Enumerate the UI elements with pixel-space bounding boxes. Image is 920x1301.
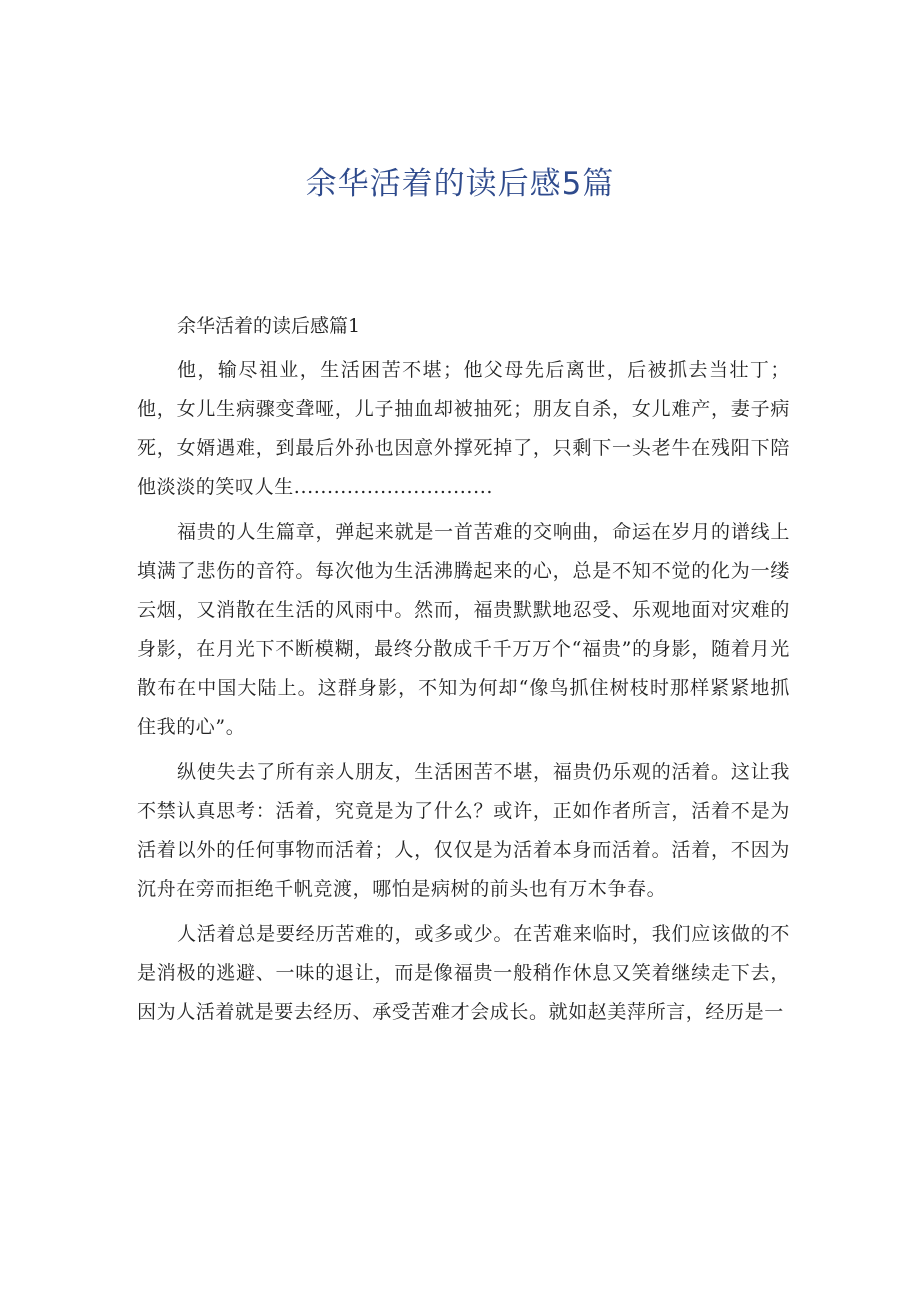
paragraph: 人活着总是要经历苦难的，或多或少。在苦难来临时，我们应该做的不是消极的逃避、一味的退让，而是像福贵一般稍作休息又笑着继续走下去，因为人活着就是要去经历、承受苦难才会成长。就如赵美萍所言，经历是一	[137, 923, 790, 1023]
document-title: 余华活着的读后感5篇	[305, 166, 615, 202]
paragraph: 他，输尽祖业，生活困苦不堪；他父母先后离世，后被抓去当壮丁；他，女儿生病骤变聋哑，儿子抽血却被抽死；朋友自杀，女儿难产，妻子病死，女婿遇难，到最后外孙也因意外撑死掉了，只剩下一头老牛在残阳下陪他淡淡的笑叹人生..............................	[137, 359, 790, 498]
document-body	[137, 307, 790, 1032]
section-heading: 余华活着的读后感篇1	[177, 315, 361, 337]
paragraph: 纵使失去了所有亲人朋友，生活困苦不堪，福贵仍乐观的活着。这让我不禁认真思考：活着，究竟是为了什么？或许，正如作者所言，活着不是为活着以外的任何事物而活着；人，仅仅是为活着本身而活着。活着，不因为沉舟在旁而拒绝千帆竞渡，哪怕是病树的前头也有万木争春。	[137, 761, 790, 900]
paragraph: 福贵的人生篇章，弹起来就是一首苦难的交响曲，命运在岁月的谱线上填满了悲伤的音符。每次他为生活沸腾起来的心，总是不知不觉的化为一缕云烟，又消散在生活的风雨中。然而，福贵默默地忍受、乐观地面对灾难的身影，在月光下不断模糊，最终分散成千千万万个“福贵”的身影，随着月光散布在中国大陆上。这群身影，不知为何却“像鸟抓住树枝时那样紧紧地抓住我的心”。	[137, 521, 790, 738]
